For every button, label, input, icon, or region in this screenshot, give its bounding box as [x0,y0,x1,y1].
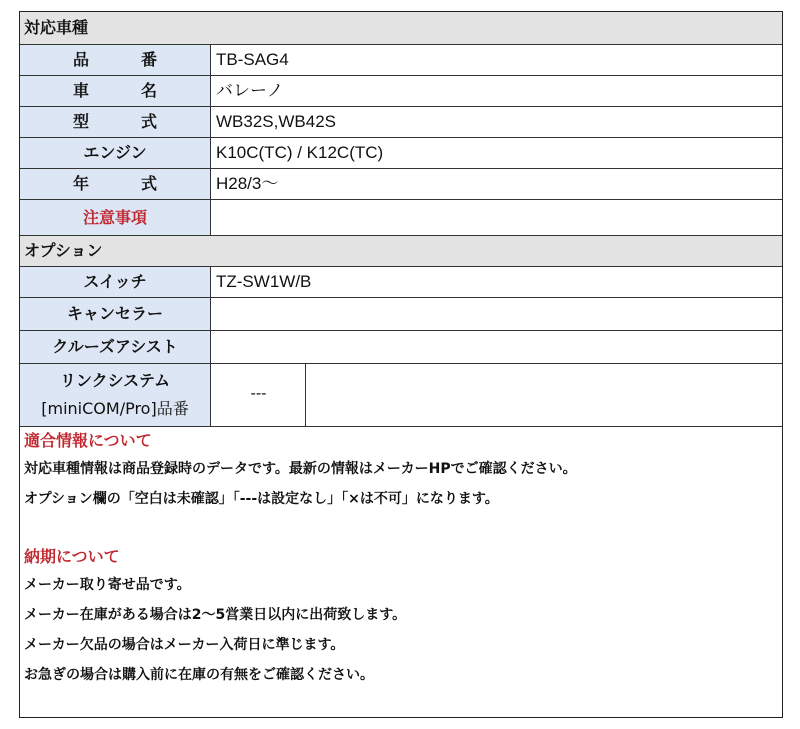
spec-label-car-name: 車 名 [20,76,211,106]
option-row-switch [20,267,782,298]
spec-label-engine: エンジン [20,138,211,168]
option-label-canceller: キャンセラー [20,298,211,330]
spec-value-engine: K10C(TC) / K12C(TC) [216,143,384,162]
section-header-compatible [20,12,782,45]
spec-label-part-number: 品 番 [20,45,211,75]
delivery-info-line: メーカー欠品の場合はメーカー入荷日に準じます。 [24,637,345,653]
compat-info-heading: 適合情報について [24,431,152,450]
spec-value-model-code: WB32S,WB42S [216,112,336,131]
spec-value-notes [212,200,782,235]
spec-row-model-code [20,107,782,138]
notes-block [20,427,782,690]
spec-value-car-name: バレーノ [216,81,284,100]
notes-spacer [24,514,782,543]
delivery-info-line: お急ぎの場合は購入前に在庫の有無をご確認ください。 [24,667,374,683]
spec-label-model-code: 型 式 [20,107,211,137]
delivery-info-line: メーカー在庫がある場合は2〜5営業日以内に出荷致します。 [24,607,407,623]
option-label-switch: スイッチ [20,267,211,297]
spec-value-model-year: H28/3〜 [216,174,279,193]
spec-label-notes: 注意事項 [20,200,211,235]
option-row-canceller [20,298,782,331]
spec-label-model-year: 年 式 [20,169,211,199]
link-system-value: --- [212,364,306,426]
spec-row-model-year [20,169,782,200]
link-system-label-line1: リンクシステム [59,371,171,390]
section-title-compatible: 対応車種 [24,18,89,37]
option-label-cruise-assist: クルーズアシスト [20,331,211,363]
option-value-canceller [212,298,782,330]
compat-info-line: 対応車種情報は商品登録時のデータです。最新の情報はメーカーHPでご確認ください。 [24,461,577,477]
spec-row-part-number [20,45,782,76]
compatibility-sheet [19,11,783,718]
section-header-options [20,236,782,267]
delivery-info-heading: 納期について [24,547,120,566]
link-system-label-line2: [miniCOM/Pro]品番 [41,399,189,418]
spec-value-part-number: TB-SAG4 [216,50,289,69]
option-value-cruise-assist [212,331,782,363]
option-row-link-system [20,364,782,427]
spec-row-car-name [20,76,782,107]
compat-info-line: オプション欄の「空白は未確認」「---は設定なし」「×は不可」になります。 [24,491,499,507]
spec-row-engine [20,138,782,169]
option-value-switch: TZ-SW1W/B [216,272,312,291]
option-row-cruise-assist [20,331,782,364]
delivery-info-line: メーカー取り寄せ品です。 [24,577,191,593]
section-title-options: オプション [24,241,103,260]
option-label-link-system [20,364,211,426]
link-system-value-2 [307,364,782,426]
spec-row-notes [20,200,782,236]
